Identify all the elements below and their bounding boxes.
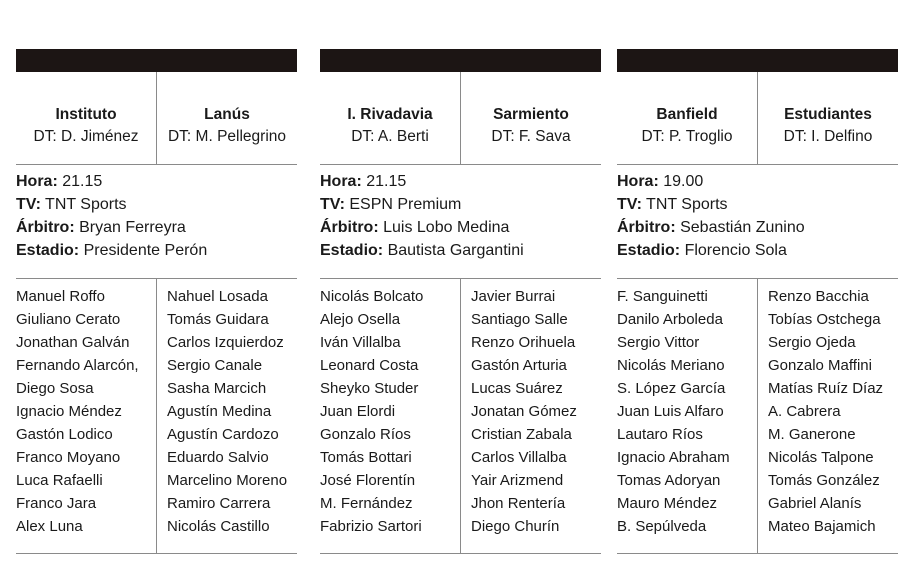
player-name: Leonard Costa <box>320 357 419 374</box>
time-label: Hora: <box>320 173 362 190</box>
referee-label: Árbitro: <box>320 219 379 236</box>
header-bar <box>320 49 601 72</box>
coach: DT: I. Delfino <box>783 128 873 145</box>
player-name: Ramiro Carrera <box>167 495 271 512</box>
roster-divider <box>757 278 758 554</box>
tv-channel-value: ESPN Premium <box>349 196 462 213</box>
player-name: Giuliano Cerato <box>16 311 121 328</box>
player-name: Carlos Izquierdoz <box>167 334 284 351</box>
player-name: José Florentín <box>320 472 416 489</box>
player-name: Alejo Osella <box>320 311 401 328</box>
player-name: Sasha Marcich <box>167 380 267 397</box>
player-name: B. Sepúlveda <box>617 518 707 535</box>
stadium-label: Estadio: <box>16 242 80 259</box>
player-name: Nicolás Bolcato <box>320 288 424 305</box>
coach: DT: A. Berti <box>351 128 429 145</box>
match-info <box>617 170 805 262</box>
team-name: I. Rivadavia <box>347 106 433 123</box>
tv-channel-row <box>16 193 207 216</box>
away-team <box>157 104 297 148</box>
match-info <box>320 170 524 262</box>
player-name: Gastón Arturia <box>471 357 567 374</box>
team-name: Instituto <box>55 106 117 123</box>
time-label: Hora: <box>16 173 58 190</box>
stadium-value: Presidente Perón <box>83 242 208 259</box>
referee-row <box>617 216 805 239</box>
time-label: Hora: <box>617 173 659 190</box>
referee-value: Sebastián Zunino <box>680 219 805 236</box>
player-name: Agustín Medina <box>167 403 272 420</box>
stadium-row <box>320 239 524 262</box>
player-name: Sergio Ojeda <box>768 334 856 351</box>
match-card <box>617 49 898 554</box>
player-name: Juan Elordi <box>320 403 396 420</box>
player-name: Luca Rafaelli <box>16 472 103 489</box>
time-row <box>617 170 805 193</box>
time-row <box>16 170 207 193</box>
coach: DT: F. Sava <box>491 128 571 145</box>
player-name: Fernando Alarcón, <box>16 357 139 374</box>
player-name: Danilo Arboleda <box>617 311 723 328</box>
match-card <box>16 49 297 554</box>
player-name: Santiago Salle <box>471 311 568 328</box>
stadium-value: Florencio Sola <box>684 242 787 259</box>
player-name: Carlos Villalba <box>471 449 567 466</box>
tv-channel-label: TV: <box>16 196 41 213</box>
player-name: Nahuel Losada <box>167 288 268 305</box>
player-name: Nicolás Meriano <box>617 357 725 374</box>
player-name: Tobías Ostchega <box>768 311 881 328</box>
tv-channel-value: TNT Sports <box>45 196 127 213</box>
player-name: Gabriel Alanís <box>768 495 862 512</box>
player-name: Nicolás Talpone <box>768 449 874 466</box>
stadium-row <box>16 239 207 262</box>
home-lineup <box>320 285 423 538</box>
player-name: Diego Sosa <box>16 380 94 397</box>
tv-channel-row <box>617 193 805 216</box>
player-name: Mauro Méndez <box>617 495 718 512</box>
referee-value: Luis Lobo Medina <box>383 219 510 236</box>
player-name: Jhon Rentería <box>471 495 566 512</box>
coach: DT: M. Pellegrino <box>167 128 286 145</box>
player-name: Gastón Lodico <box>16 426 113 443</box>
player-name: Cristian Zabala <box>471 426 572 443</box>
player-name: Eduardo Salvio <box>167 449 269 466</box>
team-name: Lanús <box>204 106 250 123</box>
match-info <box>16 170 207 262</box>
referee-label: Árbitro: <box>617 219 676 236</box>
player-name: Agustín Cardozo <box>167 426 279 443</box>
time-value: 21.15 <box>62 173 103 190</box>
home-team <box>16 104 156 148</box>
team-name: Banfield <box>656 106 718 123</box>
stadium-label: Estadio: <box>320 242 384 259</box>
away-team <box>461 104 601 148</box>
home-lineup <box>617 285 730 538</box>
player-name: Gonzalo Ríos <box>320 426 411 443</box>
match-card <box>320 49 601 554</box>
player-name: A. Cabrera <box>768 403 841 420</box>
player-name: Lucas Suárez <box>471 380 563 397</box>
player-name: Nicolás Castillo <box>167 518 270 535</box>
player-name: Iván Villalba <box>320 334 401 351</box>
player-name: F. Sanguinetti <box>617 288 708 305</box>
home-team <box>617 104 757 148</box>
team-name: Estudiantes <box>784 106 872 123</box>
coach: DT: P. Troglio <box>641 128 733 145</box>
player-name: Jonatan Gómez <box>471 403 577 420</box>
away-lineup <box>471 285 577 538</box>
divider <box>617 553 898 554</box>
referee-row <box>16 216 207 239</box>
player-name: Mateo Bajamich <box>768 518 876 535</box>
player-name: Alex Luna <box>16 518 83 535</box>
header-bar <box>16 49 297 72</box>
referee-row <box>320 216 524 239</box>
divider <box>617 164 898 165</box>
time-value: 21.15 <box>366 173 407 190</box>
player-name: Tomás Guidara <box>167 311 269 328</box>
divider <box>320 553 601 554</box>
referee-value: Bryan Ferreyra <box>79 219 186 236</box>
player-name: Fabrizio Sartori <box>320 518 422 535</box>
tv-channel-label: TV: <box>617 196 642 213</box>
team-name: Sarmiento <box>493 106 569 123</box>
roster-divider <box>156 278 157 554</box>
player-name: Yair Arizmend <box>471 472 564 489</box>
time-row <box>320 170 524 193</box>
player-name: Sergio Canale <box>167 357 263 374</box>
player-name: Juan Luis Alfaro <box>617 403 724 420</box>
player-name: Sergio Vittor <box>617 334 700 351</box>
stadium-value: Bautista Gargantini <box>387 242 524 259</box>
player-name: Matías Ruíz Díaz <box>768 380 884 397</box>
player-name: M. Ganerone <box>768 426 856 443</box>
player-name: S. López García <box>617 380 726 397</box>
header-bar <box>617 49 898 72</box>
away-lineup <box>768 285 883 538</box>
divider <box>16 553 297 554</box>
player-name: Franco Jara <box>16 495 97 512</box>
away-lineup <box>167 285 287 538</box>
coach: DT: D. Jiménez <box>33 128 139 145</box>
time-value: 19.00 <box>663 173 704 190</box>
player-name: M. Fernández <box>320 495 413 512</box>
home-lineup <box>16 285 139 538</box>
divider <box>16 164 297 165</box>
player-name: Sheyko Studer <box>320 380 419 397</box>
player-name: Tomás González <box>768 472 880 489</box>
tv-channel-row <box>320 193 524 216</box>
tv-channel-label: TV: <box>320 196 345 213</box>
player-name: Manuel Roffo <box>16 288 105 305</box>
away-team <box>758 104 898 148</box>
player-name: Ignacio Méndez <box>16 403 122 420</box>
player-name: Franco Moyano <box>16 449 121 466</box>
stadium-label: Estadio: <box>617 242 681 259</box>
player-name: Ignacio Abraham <box>617 449 730 466</box>
player-name: Lautaro Ríos <box>617 426 703 443</box>
player-name: Tomás Bottari <box>320 449 412 466</box>
player-name: Javier Burrai <box>471 288 556 305</box>
player-name: Tomas Adoryan <box>617 472 721 489</box>
stadium-row <box>617 239 805 262</box>
player-name: Gonzalo Maffini <box>768 357 872 374</box>
home-team <box>320 104 460 148</box>
divider <box>320 164 601 165</box>
referee-label: Árbitro: <box>16 219 75 236</box>
roster-divider <box>460 278 461 554</box>
player-name: Diego Churín <box>471 518 560 535</box>
player-name: Jonathan Galván <box>16 334 130 351</box>
player-name: Renzo Orihuela <box>471 334 576 351</box>
tv-channel-value: TNT Sports <box>646 196 728 213</box>
player-name: Marcelino Moreno <box>167 472 288 489</box>
player-name: Renzo Bacchia <box>768 288 869 305</box>
